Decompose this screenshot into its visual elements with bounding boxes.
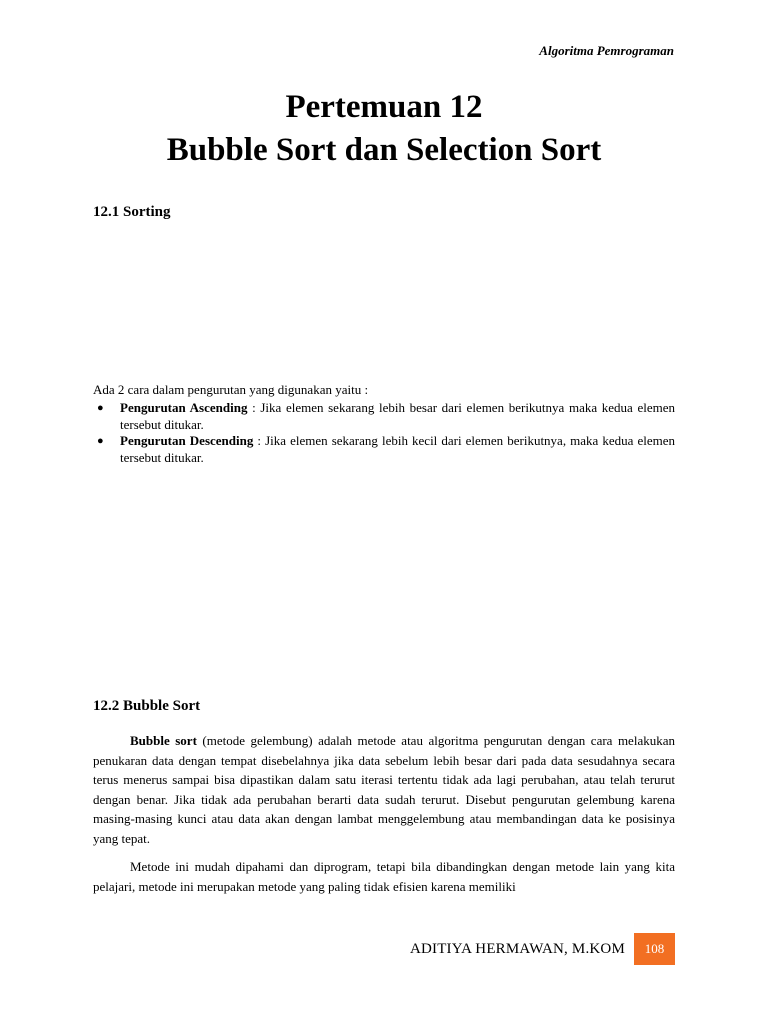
paragraph-term: Bubble sort xyxy=(130,733,197,748)
running-header: Algoritma Pemrograman xyxy=(539,43,674,58)
paragraph-text: (metode gelembung) adalah metode atau algoritma pengurutan dengan cara melakukan penukaran data dengan tempat disebelahnya jika data sebelum lebih besar dari pada data sesudahnya secara terus menerus sampai bisa dipastikan dalam satu iterasi tertentu tidak ada lagi perubahan, atau telah terurut dengan benar. Jika tidak ada perubahan berarti data sudah terurut. Disebut pengurutan gelembung karena masing-masing kunci atau data akan dengan lambat menggelembung atau membandingan data ke posisinya yang tepat. xyxy=(93,733,675,846)
paragraph-bubble-sort-efficiency xyxy=(93,857,675,896)
bullet-term: Pengurutan Descending xyxy=(120,433,254,448)
page-number-badge: 108 xyxy=(634,933,675,965)
bullet-term: Pengurutan Ascending xyxy=(120,400,248,415)
list-item xyxy=(93,433,675,466)
list-item xyxy=(93,400,675,433)
footer-author: ADITIYA HERMAWAN, M.KOM xyxy=(409,940,625,957)
chapter-title xyxy=(0,86,768,172)
section-heading-bubble-sort: 12.2 Bubble Sort xyxy=(93,698,201,714)
sorting-intro: Ada 2 cara dalam pengurutan yang digunakan yaitu : xyxy=(93,382,369,397)
paragraph-bubble-sort-definition xyxy=(93,731,675,848)
chapter-title-line1: Pertemuan 12 xyxy=(285,89,483,125)
bullet-icon: ● xyxy=(97,435,104,447)
paragraph-text: Metode ini mudah dipahami dan diprogram, tetapi bila dibandingkan dengan metode lain yang kita pelajari, metode ini merupakan metode yang paling tidak efisien karena memiliki xyxy=(93,859,675,894)
section-heading-sorting: 12.1 Sorting xyxy=(93,204,171,220)
bullet-text: : Jika elemen sekarang lebih kecil dari elemen berikutnya, maka kedua elemen tersebut ditukar. xyxy=(120,433,675,465)
chapter-title-line2: Bubble Sort dan Selection Sort xyxy=(166,132,602,168)
page-footer xyxy=(410,933,675,965)
bullet-text: : Jika elemen sekarang lebih besar dari elemen berikutnya maka kedua elemen tersebut ditukar. xyxy=(120,400,675,432)
bullet-icon: ● xyxy=(97,402,104,414)
sorting-bullet-list xyxy=(93,400,675,466)
